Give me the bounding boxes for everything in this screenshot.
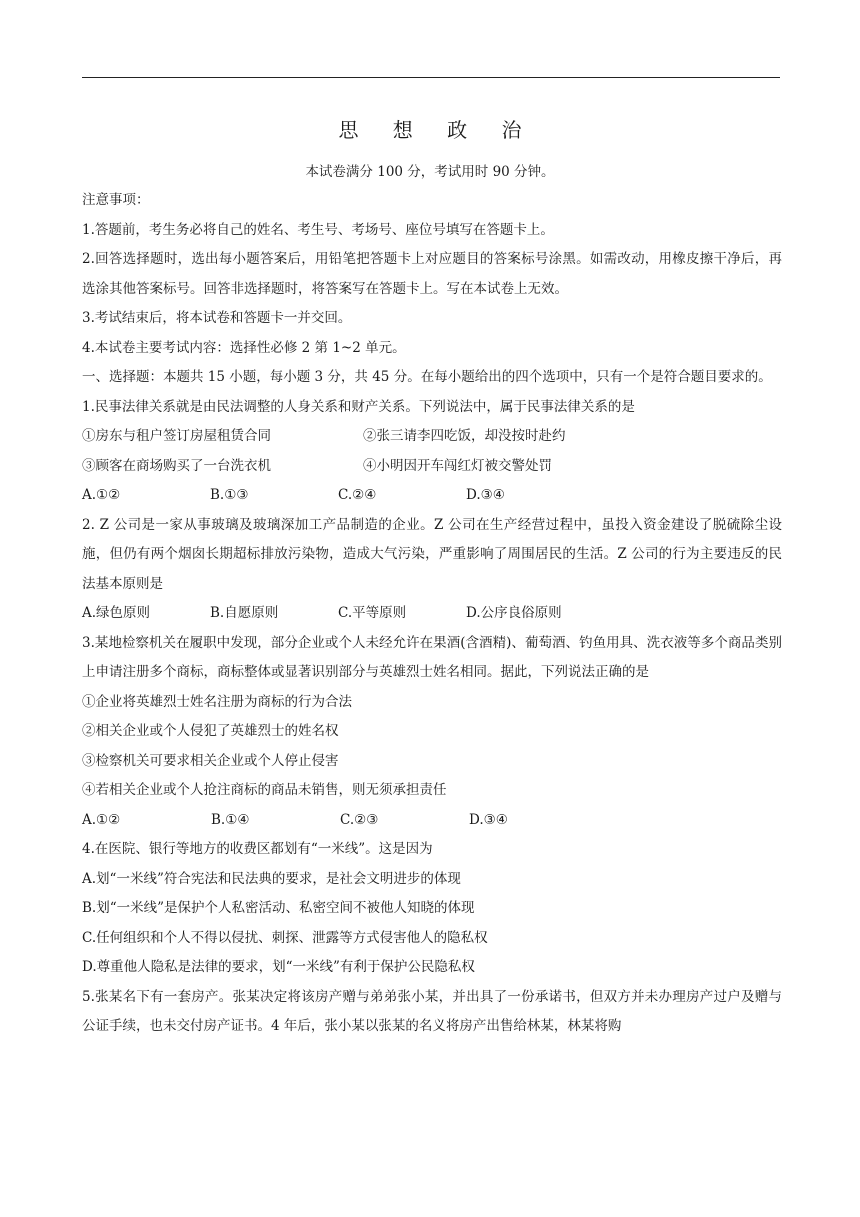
option-a: A.①②: [82, 487, 121, 503]
question-1-statements-row-1: [82, 422, 782, 452]
section-heading: 一、选择题：本题共 15 小题，每小题 3 分，共 45 分。在每小题给出的四个选项中，只有一个是符合题目要求的。: [82, 369, 772, 385]
exam-content: [82, 186, 782, 1042]
option-b: B.自愿原则: [210, 605, 279, 621]
notice-item-4: 4.本试卷主要考试内容：选择性必修 2 第 1~2 单元。: [82, 339, 406, 356]
statement: ②张三请李四吃饭，却没按时赴约: [363, 428, 566, 444]
notice-item-3: 3.考试结束后，将本试卷和答题卡一并交回。: [82, 310, 352, 326]
notice-item-1: 1.答题前，考生务必将自己的姓名、考生号、考场号、座位号填写在答题卡上。: [82, 221, 554, 238]
question-3-options: [82, 806, 782, 836]
question-1-stem: 1.民事法律关系就是由民法调整的人身关系和财产关系。下列说法中，属于民事法律关系的是: [82, 398, 635, 415]
option-d: D.③④: [466, 487, 505, 503]
question-3-stem: 3.某地检察机关在履职中发现，部分企业或个人未经允许在果酒(含酒精)、葡萄酒、钓鱼用具、洗衣液等多个商品类别上申请注册多个商标，商标整体或显著识别部分与英雄烈士姓名相同。据此，下列说法正确的是: [82, 634, 782, 680]
question-5-stem: 5.张某名下有一套房产。张某决定将该房产赠与弟弟张小某，并出具了一份承诺书，但双方并未办理房产过户及赠与公证手续，也未交付房产证书。4 年后，张小某以张某的名义将房产出售给林某，林某将购: [82, 988, 782, 1034]
statement: ①房东与租户签订房屋租赁合同: [82, 428, 271, 444]
statement: ④小明因开车闯红灯被交警处罚: [363, 457, 552, 474]
notice-heading: 注意事项：: [82, 192, 150, 208]
option-c: C.②④: [338, 487, 377, 503]
option-b: B.①③: [210, 487, 249, 503]
question-1-statements-row-2: [82, 452, 782, 482]
question-2-options: [82, 599, 782, 629]
notice-item-2: 2.回答选择题时，选出每小题答案后，用铅笔把答题卡上对应题目的答案标号涂黑。如需改动，用橡皮擦干净后，再选涂其他答案标号。回答非选择题时，将答案写在答题卡上。写在本试卷上无效。: [82, 251, 782, 297]
option-b: B.划“一米线”是保护个人私密活动、私密空间不被他人知晓的体现: [82, 900, 475, 916]
question-1-options: [82, 481, 782, 511]
option-b: B.①④: [211, 811, 250, 828]
option-a: A.①②: [82, 811, 121, 828]
statement: ②相关企业或个人侵犯了英雄烈士的姓名权: [82, 723, 339, 739]
statement: ③检察机关可要求相关企业或个人停止侵害: [82, 752, 339, 769]
question-4-stem: 4.在医院、银行等地方的收费区都划有“一米线”。这是因为: [82, 841, 433, 857]
statement: ①企业将英雄烈士姓名注册为商标的行为合法: [82, 693, 352, 710]
header-rule: [82, 77, 780, 78]
statement: ③顾客在商场购买了一台洗衣机: [82, 457, 271, 474]
option-d: D.公序良俗原则: [466, 605, 562, 621]
option-d: D.尊重他人隐私是法律的要求，划“一米线”有利于保护公民隐私权: [82, 959, 475, 975]
option-d: D.③④: [469, 811, 508, 828]
exam-info: 本试卷满分 100 分，考试用时 90 分钟。: [305, 164, 555, 180]
question-2-stem: 2. Z 公司是一家从事玻璃及玻璃深加工产品制造的企业。Z 公司在生产经营过程中，虽投入资金建设了脱硫除尘设施，但仍有两个烟囱长期超标排放污染物，造成大气污染，严重影响了周围居民的生活。Z 公司的行为主要违反的民法基本原则是: [82, 516, 782, 592]
option-a: A.划“一米线”符合宪法和民法典的要求，是社会文明进步的体现: [82, 870, 461, 887]
option-a: A.绿色原则: [82, 605, 151, 621]
statement: ④若相关企业或个人抢注商标的商品未销售，则无须承担责任: [82, 782, 447, 798]
page-title: 思 想 政 治: [338, 118, 536, 142]
option-c: C.任何组织和个人不得以侵扰、刺探、泄露等方式侵害他人的隐私权: [82, 929, 488, 946]
option-c: C.平等原则: [338, 605, 407, 621]
option-c: C.②③: [340, 811, 379, 828]
